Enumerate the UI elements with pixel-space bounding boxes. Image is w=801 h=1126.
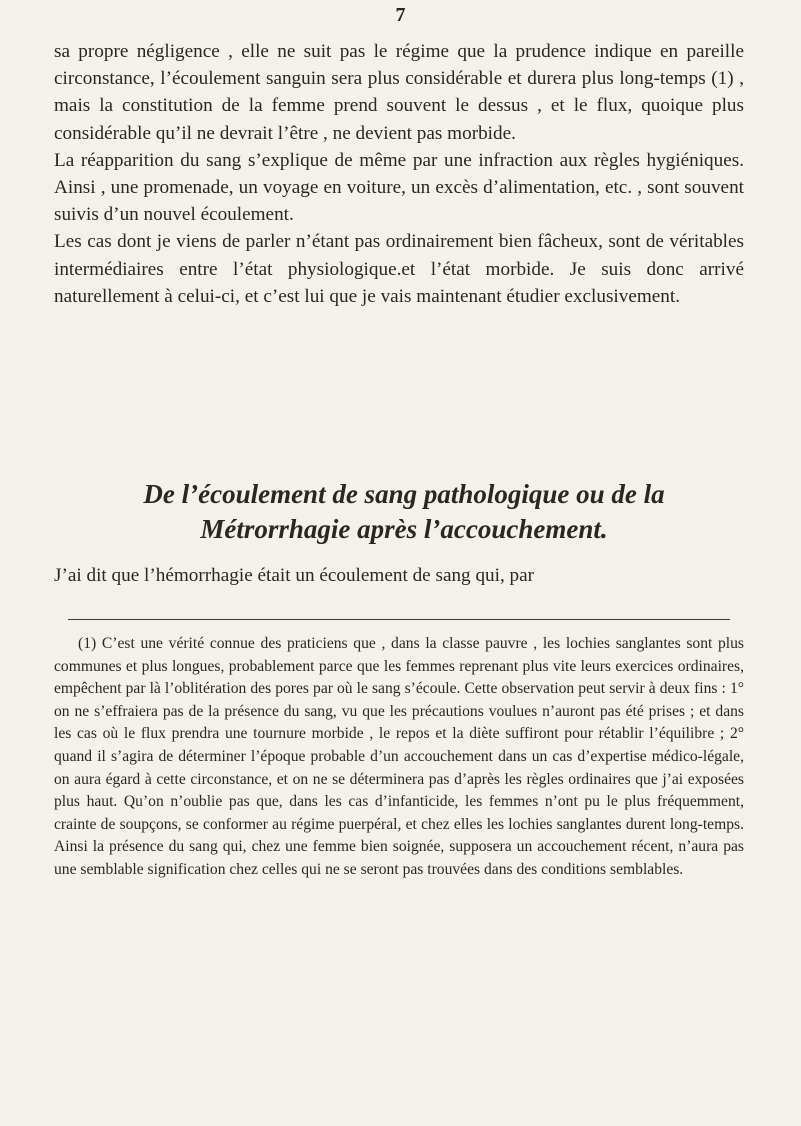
section-heading-line-2: Métrorrhagie après l’accouchement. bbox=[200, 514, 608, 544]
section-heading-line-1: De l’écoulement de sang pathologique ou de la bbox=[143, 479, 665, 509]
main-text bbox=[54, 38, 744, 310]
paragraph-3: Les cas dont je viens de parler n’étant pas ordinairement bien fâcheux, sont de véritables intermédiaires entre l’état physiologique.et l’état morbide. Je suis donc arrivé naturellement à celui-ci, et c’est lui que je vais maintenant étudier exclusivement. bbox=[54, 231, 744, 307]
page-number: 7 bbox=[395, 4, 406, 26]
paragraph-4: J’ai dit que l’hémorrhagie était un écoulement de sang qui, par bbox=[54, 565, 535, 586]
paragraph-1: sa propre négligence , elle ne suit pas le régime que la prudence indique en pareille circonstance, l’écoulement sanguin sera plus considérable et durera plus long-temps (1) , mais la constitution de la femme prend souvent le dessus , et le flux, quoique plus considérable qu’il ne devrait l’être , ne devient pas morbide. bbox=[54, 41, 744, 144]
footnote-text: (1) C’est une vérité connue des praticiens que , dans la classe pauvre , les lochies sanglantes sont plus communes et plus longues, probablement parce que les femmes reprenant plus vite leurs exercices ordinaires, empêchent par là l’oblitération des pores par où le sang s’écoule. Cette observation peut servir à deux fins : 1° on ne s’effraiera pas de la présence du sang, vu que les précautions voulues n’auront pas été prises ; et dans les cas où le flux prendra une tournure morbide , le repos et la diète suffiront pour rétablir l’équilibre ; 2° quand il s’agira de déterminer l’époque probable d’un accouchement dans un cas d’expertise médico-légale, on aura égard à cette circonstance, et on ne se déterminera pas d’après les règles ordinaires que j’ai exposées plus haut. Qu’on n’oublie pas que, dans les cas d’infanticide, les femmes n’ont pu le plus fréquemment, crainte de soupçons, se conformer au régime puerpéral, et chez elles les lochies sanglantes durent long-temps. Ainsi la présence du sang qui, chez une femme bien soignée, supposera un accouchement récent, n’aura pas une semblable signification chez celles qui ne se seront pas trouvées dans des conditions semblables. bbox=[54, 635, 744, 878]
footnote bbox=[54, 633, 744, 882]
section-heading bbox=[54, 477, 754, 547]
footnote-separator bbox=[68, 619, 730, 620]
paragraph-2: La réapparition du sang s’explique de même par une infraction aux règles hygiéniques. Ainsi , une promenade, un voyage en voiture, un excès d’alimentation, etc. , sont souvent suivis d’un nouvel écoulement. bbox=[54, 149, 744, 226]
